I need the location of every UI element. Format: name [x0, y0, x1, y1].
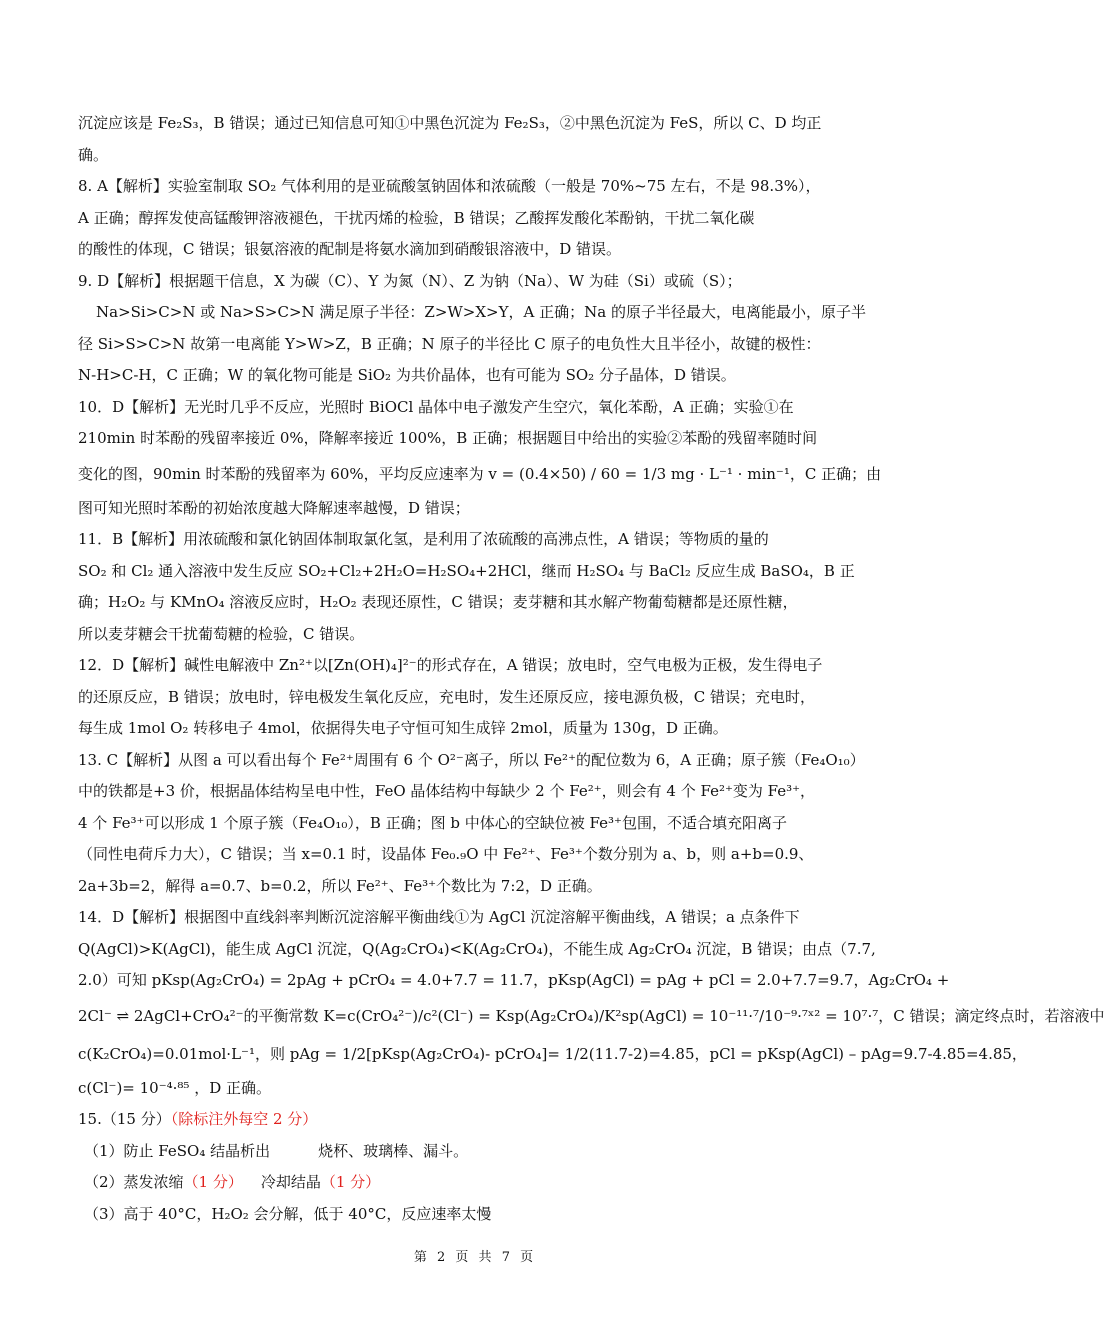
q11-line: 所以麦芽糖会干扰葡萄糖的检验，C 错误。 — [78, 624, 365, 643]
q13-line: 中的铁都是+3 价，根据晶体结构呈电中性，FeO 晶体结构中每缺少 2 个 Fe²⁺，则会有 4 个 Fe²⁺变为 Fe³⁺， — [78, 782, 816, 800]
q9-line: Na>Si>C>N 或 Na>S>C>N 满足原子半径：Z>W>X>Y，A 正确；Na 的原子半径最大，电离能最小，原子半 — [96, 303, 866, 321]
q13-line: 4 个 Fe³⁺可以形成 1 个原子簇（Fe₄O₁₀），B 正确；图 b 中体心的空缺位被 Fe³⁺包围，不适合填充阳离子 — [78, 813, 787, 832]
q8-line: 8. A【解析】实验室制取 SO₂ 气体利用的是亚硫酸氢钠固体和浓硫酸（一般是 70%~75 左右，不是 98.3%）， — [78, 177, 821, 195]
q14-line: c(Cl⁻)= 10⁻⁴·⁸⁵ ，D 正确。 — [78, 1078, 272, 1097]
q12-line: 12．D【解析】碱性电解液中 Zn²⁺以[Zn(OH)₄]²⁻的形式存在，A 错误；放电时，空气电极为正极，发生得电子 — [78, 656, 823, 674]
q10-line: 210min 时苯酚的残留率接近 0%，降解率接近 100%，B 正确；根据题目中给出的实验②苯酚的残留率随时间 — [78, 429, 818, 447]
q15-heading — [78, 1104, 878, 1136]
q15-answer-1-text: （1）防止 FeSO₄ 结晶析出 — [84, 1141, 271, 1160]
q14-line: 2.0）可知 pKsp(Ag₂CrO₄) = 2pAg + pCrO₄ = 4.0+7.7 = 11.7，pKsp(AgCl) = pAg + pCl = 2.0+7.7=9.7，Ag₂CrO₄ + — [78, 971, 950, 989]
q15-answer-2-text: （2）蒸发浓缩 — [84, 1173, 184, 1191]
q14-line: 14．D【解析】根据图中直线斜率判断沉淀溶解平衡曲线①为 AgCl 沉淀溶解平衡曲线，A 错误；a 点条件下 — [78, 908, 800, 926]
q13-line: 13. C【解析】从图 a 可以看出每个 Fe²⁺周围有 6 个 O²⁻离子，所以 Fe²⁺的配位数为 6，A 正确；原子簇（Fe₄O₁₀） — [78, 750, 865, 769]
q15-answer-2-second: 冷却结晶 — [260, 1173, 321, 1191]
q15-answer-1 — [78, 1136, 878, 1168]
page-number: 第 2 页 共 7 页 — [413, 1250, 537, 1265]
q15-answer-2-second-points: （1 分） — [320, 1173, 381, 1191]
q9-line: N-H>C-H，C 正确；W 的氧化物可能是 SiO₂ 为共价晶体，也有可能为 SO₂ 分子晶体，D 错误。 — [78, 366, 736, 384]
q10-line: 10．D【解析】无光时几乎不反应，光照时 BiOCl 晶体中电子激发产生空穴，氧化苯酚，A 正确；实验①在 — [78, 397, 794, 416]
q14-pag-line: c(K₂CrO₄)=0.01mol·L⁻¹，则 pAg = 1/2[pKsp(Ag₂CrO₄)- pCrO₄]= 1/2(11.7-2)=4.85，pCl = pKsp(AgCl) – pAg=9.7-4.85=4.85， — [78, 1044, 1027, 1063]
q10-rate-line: 变化的图，90min 时苯酚的残留率为 60%，平均反应速率为 v = (0.4×50) / 60 = 1/3 mg · L⁻¹ · min⁻¹，C 正确；由 — [78, 464, 882, 483]
q14-line: Q(AgCl)>K(AgCl)，能生成 AgCl 沉淀，Q(Ag₂CrO₄)<K(Ag₂CrO₄)，不能生成 Ag₂CrO₄ 沉淀，B 错误；由点（7.7, — [78, 939, 876, 958]
q14-equilibrium-line: 2Cl⁻ ⇌ 2AgCl+CrO₄²⁻的平衡常数 K=c(CrO₄²⁻)/c²(Cl⁻) = Ksp(Ag₂CrO₄)/K²sp(AgCl) = 10⁻¹¹·⁷/10⁻⁹·⁷ˣ² = 10⁷·⁷，C 错误；滴定终点时，若溶液中 — [78, 1006, 1105, 1025]
q8-line: A 正确；醇挥发使高锰酸钾溶液褪色，干扰丙烯的检验，B 错误；乙酸挥发酸化苯酚钠，干扰二氧化碳 — [78, 208, 755, 227]
text-line: 确。 — [78, 145, 109, 164]
q11-line: 11．B【解析】用浓硫酸和氯化钠固体制取氯化氢，是利用了浓硫酸的高沸点性，A 错误；等物质的量的 — [78, 530, 769, 548]
q10-line: 图可知光照时苯酚的初始浓度越大降解速率越慢，D 错误； — [78, 498, 470, 517]
q13-line: （同性电荷斥力大），C 错误；当 x=0.1 时，设晶体 Fe₀.₉O 中 Fe²⁺、Fe³⁺个数分别为 a、b，则 a+b=0.9、 — [78, 845, 814, 863]
q8-line: 的酸性的体现，C 错误；银氨溶液的配制是将氨水滴加到硝酸银溶液中，D 错误。 — [78, 240, 622, 258]
q15-title: 15.（15 分） — [78, 1110, 171, 1128]
q11-line: 确；H₂O₂ 与 KMnO₄ 溶液反应时，H₂O₂ 表现还原性，C 错误；麦芽糖和其水解产物葡萄糖都是还原性糖， — [78, 593, 798, 611]
q12-line: 的还原反应，B 错误；放电时，锌电极发生氧化反应，充电时，发生还原反应，接电源负极，C 错误；充电时， — [78, 687, 816, 706]
q13-line: 2a+3b=2，解得 a=0.7、b=0.2，所以 Fe²⁺、Fe³⁺个数比为 7:2，D 正确。 — [78, 876, 602, 895]
q15-answer-2-points: （1 分） — [183, 1173, 243, 1191]
q12-line: 每生成 1mol O₂ 转移电子 4mol，依据得失电子守恒可知生成锌 2mol，质量为 130g，D 正确。 — [78, 719, 728, 737]
q9-line: 径 Si>S>C>N 故第一电离能 Y>W>Z，B 正确；N 原子的半径比 C 原子的电负性大且半径小，故键的极性： — [78, 334, 821, 353]
q15-answer-1-apparatus: 烧杯、玻璃棒、漏斗。 — [318, 1141, 469, 1160]
q15-answer-2 — [78, 1167, 878, 1199]
text-line: 沉淀应该是 Fe₂S₃，B 错误；通过已知信息可知①中黑色沉淀为 Fe₂S₃，②中黑色沉淀为 FeS，所以 C、D 均正 — [78, 114, 822, 132]
q11-line: SO₂ 和 Cl₂ 通入溶液中发生反应 SO₂+Cl₂+2H₂O=H₂SO₄+2HCl，继而 H₂SO₄ 与 BaCl₂ 反应生成 BaSO₄，B 正 — [78, 561, 855, 580]
q15-answer-3: （3）高于 40°C，H₂O₂ 会分解，低于 40°C，反应速率太慢 — [84, 1204, 492, 1223]
q9-line: 9. D【解析】根据题干信息，X 为碳（C）、Y 为氮（N）、Z 为钠（Na）、W 为硅（Si）或硫（S）； — [78, 271, 742, 290]
answer-text — [78, 108, 1105, 1230]
q15-scoring-note: （除标注外每空 2 分） — [170, 1110, 318, 1128]
